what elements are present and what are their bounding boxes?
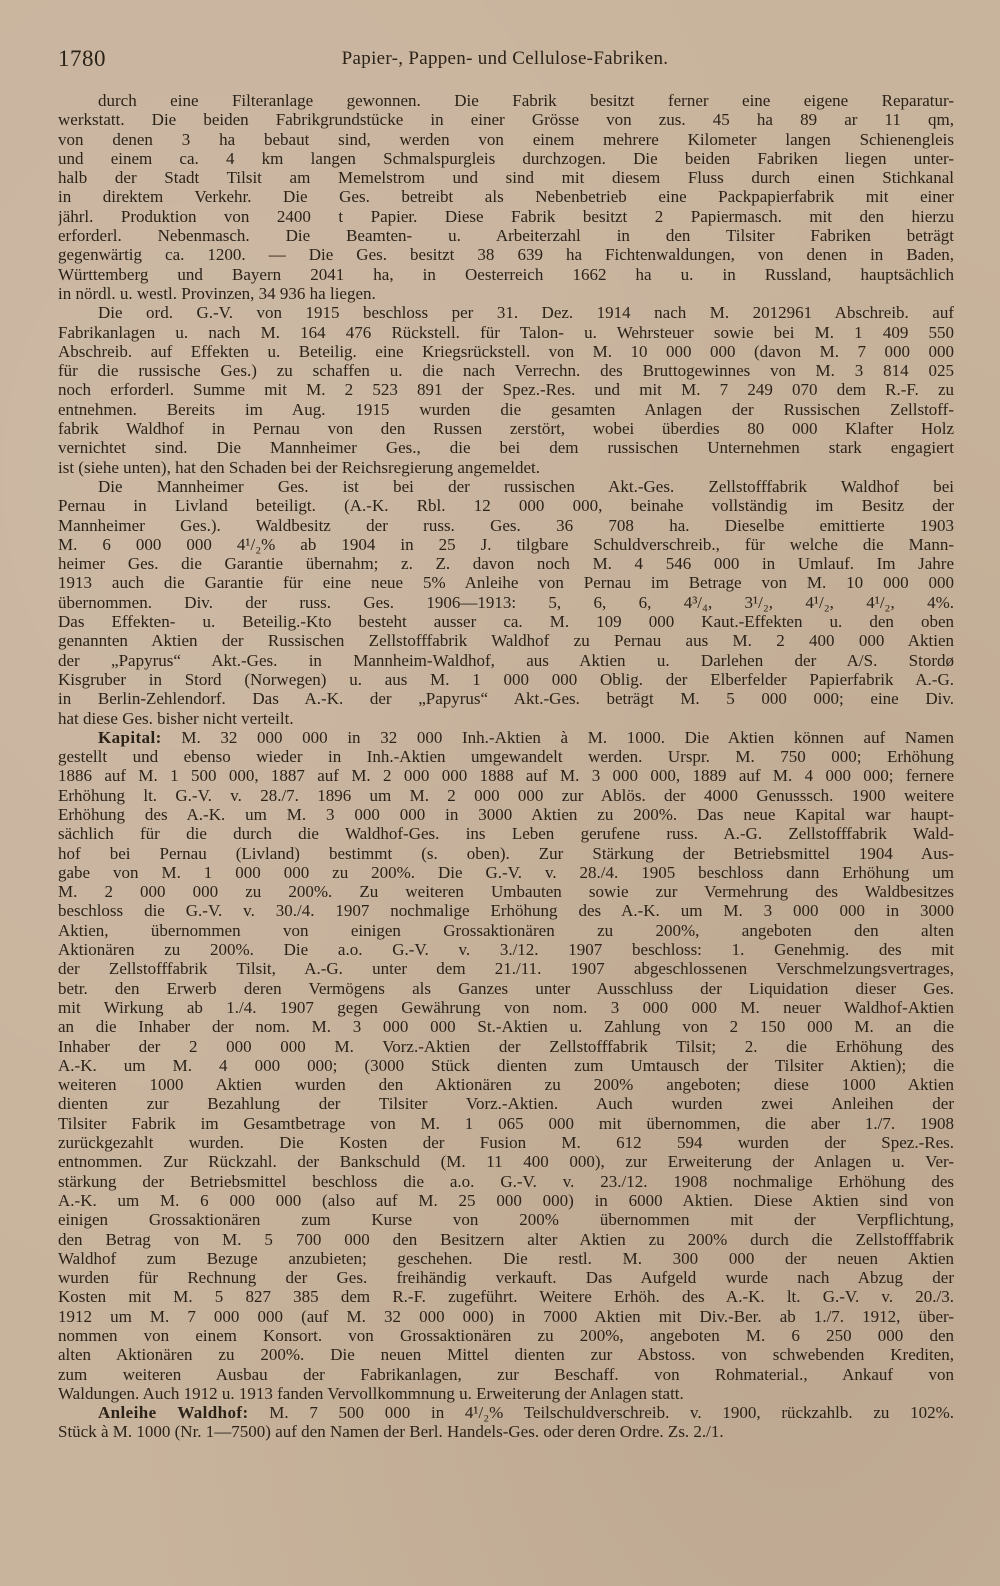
text-line — [58, 670, 954, 689]
text-line — [58, 1249, 954, 1268]
line-text: 1913 auch die Garantie für eine neue 5% Anleihe von Pernau im Betrage von M. 10 000 000 — [58, 573, 954, 593]
line-text: M. 32 000 000 in 32 000 Inh.-Aktien à M. 1000. Die Aktien können auf Namen — [181, 727, 954, 747]
line-text: weiteren 1000 Aktien wurden den Aktionären zu 200% angeboten; diese 1000 Aktien — [58, 1075, 954, 1095]
line-text: den Betrag von M. 5 700 000 den Besitzern alter Aktien zu 200% durch die Zellstofffabrik — [58, 1229, 954, 1249]
line-text: M. 2 000 000 zu 200%. Zu weiteren Umbauten sowie zur Vermehrung des Waldbesitzes — [58, 882, 954, 902]
line-text: beschloss die G.-V. v. 30./4. 1907 nochmalige Erhöhung des A.-K. um M. 3 000 000 in 3000 — [58, 901, 954, 921]
page-number: 1780 — [58, 46, 106, 71]
line-text: werkstatt. Die beiden Fabrikgrundstücke in einer Grösse von zus. 45 ha 89 ar 11 qm, — [58, 110, 954, 130]
text-line — [58, 844, 954, 863]
line-text: entnommen. Zur Rückzahl. der Bankschuld (M. 11 400 000), zur Erweiterung der Anlagen u. Ver- — [58, 1152, 954, 1172]
line-text: gabe von M. 1 000 000 zu 200%. Die G.-V. v. 28./4. 1905 beschloss dann Erhöhung um — [58, 862, 954, 882]
line-text: in direktem Verkehr. Die Ges. betreibt als Nebenbetrieb eine Packpapierfabrik mit einer — [58, 187, 954, 207]
text-line — [58, 998, 954, 1017]
line-text: zurückgezahlt wurden. Die Kosten der Fusion M. 612 594 wurden der Spez.-Res. — [58, 1133, 954, 1153]
text-line — [58, 1114, 954, 1133]
line-text: 1886 auf M. 1 500 000, 1887 auf M. 2 000 000 1888 auf M. 3 000 000, 1889 auf M. 4 000 000; fernere — [58, 766, 954, 786]
text-line — [58, 766, 954, 785]
text-line — [58, 728, 954, 747]
line-text: Tilsiter Fabrik im Gesamtbetrage von M. 1 065 000 mit übernommen, die aber 1./7. 1908 — [58, 1113, 954, 1133]
text-line — [58, 342, 954, 361]
text-line — [58, 1384, 954, 1403]
line-text: Aktien, übernommen von einigen Grossaktionären zu 200%, angeboten den alten — [58, 920, 954, 940]
line-text: in Berlin-Zehlendorf. Das A.-K. der „Papyrus“ Akt.-Ges. beträgt M. 5 000 000; eine Div. — [58, 689, 954, 709]
text-line — [58, 786, 954, 805]
text-line — [58, 1152, 954, 1171]
text-line — [58, 901, 954, 920]
text-line — [58, 91, 954, 110]
text-line — [58, 651, 954, 670]
text-line — [58, 1345, 954, 1364]
paragraph — [58, 303, 954, 477]
text-line — [58, 187, 954, 206]
text-line — [58, 1191, 954, 1210]
line-text: Württemberg und Bayern 2041 ha, in Oesterreich 1662 ha u. in Russland, hauptsächlich — [58, 264, 954, 284]
text-line — [58, 516, 954, 535]
text-line — [58, 110, 954, 129]
line-text: und einem ca. 4 km langen Schmalspurgleis durchzogen. Die beiden Fabriken liegen unter- — [58, 148, 954, 168]
text-line — [58, 149, 954, 168]
running-title: Papier-, Pappen- und Cellulose-Fabriken. — [341, 48, 669, 69]
line-text: Aktionären zu 200%. Die a.o. G.-V. v. 3./12. 1907 beschloss: 1. Genehmig. des mit — [58, 940, 954, 960]
text-line — [58, 631, 954, 650]
paragraph — [58, 728, 954, 1403]
line-text: 1912 um M. 7 000 000 (auf M. 32 000 000) in 7000 Aktien mit Div.-Ber. ab 1./7. 1912, über- — [58, 1306, 954, 1326]
line-text: Die Mannheimer Ges. ist bei der russischen Akt.-Ges. Zellstofffabrik Waldhof bei — [98, 476, 954, 496]
line-text: vernichtet sind. Die Mannheimer Ges., die bei dem russischen Unternehmen stark engagiert — [58, 438, 954, 458]
line-text: fabrik Waldhof in Pernau von den Russen zerstört, wobei überdies 80 000 Klafter Holz — [58, 419, 954, 439]
text-line — [58, 959, 954, 978]
line-text: einigen Grossaktionären zum Kurse von 200% übernommen mit der Verpflichtung, — [58, 1210, 954, 1230]
line-text: Das Effekten- u. Beteilig.-Kto besteht ausser ca. M. 109 000 Kaut.-Effekten u. den oben — [58, 612, 954, 632]
text-line — [58, 1094, 954, 1113]
line-text: von denen 3 ha bebaut sind, werden von einem mehrere Kilometer langen Schienengleis — [58, 129, 954, 149]
line-text: M. 6 000 000 4¹/₂% ab 1904 in 25 J. tilgbare Schuldverschreib., für welche die Mann- — [58, 534, 954, 554]
paragraph — [58, 91, 954, 303]
text-line — [58, 863, 954, 882]
line-text: Pernau in Livland beteiligt. (A.-K. Rbl. 12 000 000, beinahe vollständig im Besitz der — [58, 496, 954, 516]
text-line — [58, 1422, 954, 1441]
document-body — [58, 91, 954, 1442]
line-text: gegenwärtig ca. 1200. — Die Ges. besitzt 38 639 ha Fichtenwaldungen, von denen in Baden, — [58, 245, 954, 265]
line-text: hof bei Pernau (Livland) bestimmt (s. oben). Zur Stärkung der Betriebsmittel 1904 Aus- — [58, 843, 954, 863]
section-label: Anleihe Waldhof: — [98, 1403, 249, 1423]
line-text: heimer Ges. die Garantie übernahm; z. Z. davon noch M. 4 546 000 in Umlauf. Im Jahre — [58, 554, 954, 574]
text-line — [58, 496, 954, 515]
paragraph — [58, 477, 954, 728]
line-text: sächlich für die durch die Waldhof-Ges. ins Leben gerufene russ. A.-G. Zellstofffabrik Wald- — [58, 824, 954, 844]
text-line — [58, 535, 954, 554]
line-text: wurden für Rechnung der Ges. freihändig verkauft. Das Aufgeld wurde nach Abzug der — [58, 1268, 954, 1288]
line-text: für die russische Ges.) zu schaffen u. die nach Verrechn. des Bruttogewinnes von M. 3 814 025 — [58, 361, 954, 381]
text-line — [58, 323, 954, 342]
text-line — [58, 921, 954, 940]
text-line — [58, 805, 954, 824]
line-text: Inhaber der 2 000 000 M. Vorz.-Aktien der Zellstofffabrik Tilsit; 2. die Erhöhung des — [58, 1036, 954, 1056]
text-line — [58, 1365, 954, 1384]
line-text: betr. den Erwerb deren Vermögens als Ganzes unter Ausschluss der Liquidation dieser Ges. — [58, 978, 954, 998]
line-text: Fabrikanlagen u. nach M. 164 476 Rückstell. für Talon- u. Wehrsteuer sowie bei M. 1 409 550 — [58, 322, 954, 342]
line-text: gestellt und ebenso wieder in Inh.-Aktien umgewandelt werden. Urspr. M. 750 000; Erhöhung — [58, 747, 954, 767]
line-text: dienten zur Bezahlung der Tilsiter Vorz.-Aktien. Auch wurden zwei Anleihen der — [58, 1094, 954, 1114]
text-line — [58, 226, 954, 245]
text-line — [58, 747, 954, 766]
line-text: A.-K. um M. 6 000 000 (also auf M. 25 000 000) in 6000 Aktien. Diese Aktien sind von — [58, 1190, 954, 1210]
line-text: Stück à M. 1000 (Nr. 1—7500) auf den Namen der Berl. Handels-Ges. oder deren Ordre. Zs. 2./1. — [58, 1422, 724, 1442]
paragraph — [58, 1403, 954, 1442]
text-line — [58, 979, 954, 998]
text-line — [58, 380, 954, 399]
line-text: jährl. Produktion von 2400 t Papier. Diese Fabrik besitzt 2 Papiermasch. mit den hierzu — [58, 206, 954, 226]
line-text: Waldhof zum Bezuge anzubieten; geschehen. Die restl. M. 300 000 der neuen Aktien — [58, 1248, 954, 1268]
line-text: hat diese Ges. bisher nicht verteilt. — [58, 708, 294, 728]
line-text: in nördl. u. westl. Provinzen, 34 936 ha liegen. — [58, 283, 376, 303]
line-text: noch erforderl. Summe mit M. 2 523 891 der Spez.-Res. und mit M. 7 249 070 dem R.-F. zu — [58, 380, 954, 400]
line-text: entnehmen. Bereits im Aug. 1915 wurden die gesamten Anlagen der Russischen Zellstoff- — [58, 399, 954, 419]
line-text: Erhöhung lt. G.-V. v. 28./7. 1896 um M. 2 000 000 zur Ablös. der 4000 Genusssch. 1900 weitere — [58, 785, 954, 805]
text-line — [58, 1307, 954, 1326]
line-text: Waldungen. Auch 1912 u. 1913 fanden Vervollkommnung u. Erweiterung der Anlagen statt. — [58, 1383, 684, 1403]
text-line — [58, 1210, 954, 1229]
text-line — [58, 940, 954, 959]
line-text: übernommen. Div. der russ. Ges. 1906—1913: 5, 6, 6, 4³/₄, 3¹/₂, 4¹/₂, 4¹/₂, 4%. — [58, 592, 954, 612]
line-text: zum weiteren Ausbau der Fabrikanlagen, zur Beschaff. von Rohmaterial., Ankauf von — [58, 1364, 954, 1384]
line-text: Die ord. G.-V. von 1915 beschloss per 31. Dez. 1914 nach M. 2012961 Abschreib. auf — [98, 303, 954, 323]
line-text: der Zellstofffabrik Tilsit, A.-G. unter dem 21./11. 1907 abgeschlossenen Verschmelzungsvertrages, — [58, 959, 954, 979]
line-text: alten Aktionären zu 200%. Die neuen Mittel dienten zur Abstoss. von schwebenden Krediten, — [58, 1345, 954, 1365]
text-line — [58, 130, 954, 149]
text-line — [58, 400, 954, 419]
line-text: ist (siehe unten), hat den Schaden bei der Reichsregierung angemeldet. — [58, 457, 540, 477]
text-line — [58, 458, 954, 477]
text-line — [58, 438, 954, 457]
text-line — [58, 1172, 954, 1191]
line-text: M. 7 500 000 in 4¹/₂% Teilschuldverschreib. v. 1900, rückzahlb. zu 102%. — [269, 1403, 954, 1423]
text-line — [58, 303, 954, 322]
text-line — [58, 245, 954, 264]
line-text: Mannheimer Ges.). Waldbesitz der russ. Ges. 36 708 ha. Dieselbe emittierte 1903 — [58, 515, 954, 535]
text-line — [58, 593, 954, 612]
text-line — [58, 207, 954, 226]
text-line — [58, 1017, 954, 1036]
line-text: halb der Stadt Tilsit am Memelstrom und sind mit diesem Fluss durch einen Stichkanal — [58, 168, 954, 188]
text-line — [58, 824, 954, 843]
text-line — [58, 265, 954, 284]
text-line — [58, 612, 954, 631]
text-line — [58, 477, 954, 496]
text-line — [58, 168, 954, 187]
text-line — [58, 284, 954, 303]
line-text: an die Inhaber der nom. M. 3 000 000 St.-Aktien u. Zahlung von 2 150 000 M. an die — [58, 1017, 954, 1037]
line-text: Erhöhung des A.-K. um M. 3 000 000 in 3000 Aktien zu 200%. Das neue Kapital war haupt- — [58, 804, 954, 824]
text-line — [58, 689, 954, 708]
text-line — [58, 1326, 954, 1345]
line-text: erforderl. Nebenmasch. Die Beamten- u. Arbeiterzahl in den Tilsiter Fabriken beträgt — [58, 226, 954, 246]
text-line — [58, 1403, 954, 1422]
line-text: der „Papyrus“ Akt.-Ges. in Mannheim-Waldhof, aus Aktien u. Darlehen der A/S. Stordø — [58, 650, 954, 670]
text-line — [58, 1037, 954, 1056]
text-line — [58, 1230, 954, 1249]
line-text: durch eine Filteranlage gewonnen. Die Fabrik besitzt ferner eine eigene Reparatur- — [98, 91, 954, 110]
text-line — [58, 1268, 954, 1287]
line-text: mit Wirkung ab 1./4. 1907 gegen Gewährung von nom. 3 000 000 M. neuer Waldhof-Aktien — [58, 997, 954, 1017]
text-line — [58, 1287, 954, 1306]
text-line — [58, 1056, 954, 1075]
text-line — [58, 361, 954, 380]
text-line — [58, 573, 954, 592]
line-text: Kisgruber in Stord (Norwegen) u. aus M. 1 000 000 Oblig. der Elberfelder Papierfabrik A.-G. — [58, 669, 954, 689]
text-line — [58, 554, 954, 573]
line-text: Abschreib. auf Effekten u. Beteilig. eine Kriegsrückstell. von M. 10 000 000 (davon M. 7 000 000 — [58, 341, 954, 361]
line-text: nommen von einem Konsort. von Grossaktionären zu 200%, angeboten M. 6 250 000 den — [58, 1326, 954, 1345]
page-header — [58, 46, 952, 76]
text-line — [58, 1075, 954, 1094]
line-text: A.-K. um M. 4 000 000; (3000 Stück dienten zum Umtausch der Tilsiter Aktien); die — [58, 1055, 954, 1075]
text-line — [58, 1133, 954, 1152]
text-line — [58, 882, 954, 901]
section-label: Kapital: — [98, 727, 162, 747]
line-text: Kosten mit M. 5 827 385 dem R.-F. zugeführt. Weitere Erhöh. des A.-K. lt. G.-V. v. 20./3. — [58, 1287, 954, 1307]
text-line — [58, 709, 954, 728]
line-text: stärkung der Betriebsmittel beschloss die a.o. G.-V. v. 23./12. 1908 nochmalige Erhöhung des — [58, 1171, 954, 1191]
text-line — [58, 419, 954, 438]
line-text: genannten Aktien der Russischen Zellstofffabrik Waldhof zu Pernau aus M. 2 400 000 Aktien — [58, 631, 954, 651]
